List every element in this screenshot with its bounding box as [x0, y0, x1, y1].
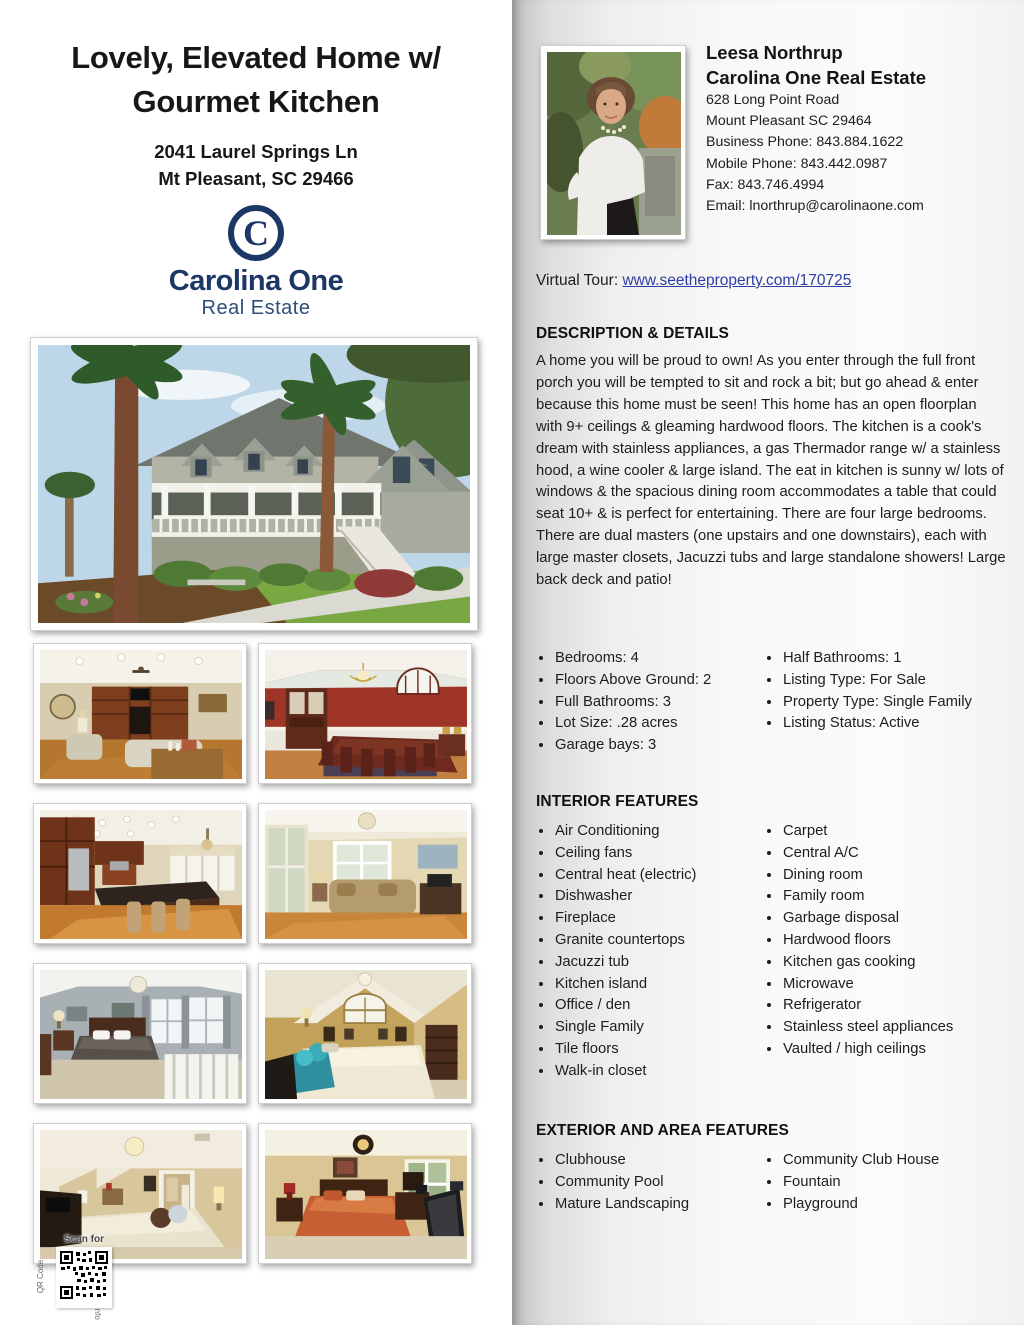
agent-business-phone: Business Phone: 843.884.1622	[706, 134, 904, 151]
exterior-feature: • Mature Landscaping	[554, 1194, 776, 1216]
interior-feature: • Granite countertops	[554, 930, 776, 952]
agent-fax: Fax: 843.746.4994	[706, 176, 825, 193]
dining-room-illustration	[265, 650, 467, 779]
detail-item: • Lot Size: .28 acres	[554, 713, 776, 735]
interior-feature: • Dishwasher	[554, 886, 776, 908]
detail-item: • Property Type: Single Family	[782, 692, 1024, 714]
interior-feature: • Tile floors	[554, 1039, 776, 1061]
interior-feature: • Single Family	[554, 1017, 776, 1039]
detail-item: • Garage bays: 3	[554, 735, 776, 757]
description-text: A home you will be proud to own! As you enter through the full front porch you will be tempted to sit and rock a bit; but go ahead & enter because this home must be seen! This home has an open floorplan with 9+ ceilings & gleaming hardwood floors. The kitchen is a cook's dream with stainless appliances, a gas Thermador range w/ a stainless hood, a wine cooler & large island. The eat in kitchen is sunny w/ lots of windows & the spacious dining room accommodates a table that could seat 10+ & is perfect for entertaining. There are four large bedrooms. There are dual masters (one upstairs and one downstairs), each with large master closets, Jacuzzi tubs and large standalone showers! Large back deck and patio!	[536, 353, 1006, 589]
exterior-feature: • Clubhouse	[554, 1150, 776, 1172]
property-address	[0, 138, 512, 192]
photo-guest-bedroom	[258, 1123, 472, 1264]
master-bedroom-illustration	[40, 970, 242, 1099]
virtual-tour-link[interactable]: www.seetheproperty.com/170725	[622, 272, 852, 289]
detail-item: • Full Bathrooms: 3	[554, 692, 776, 714]
page-title-line2: Gourmet Kitchen	[132, 84, 380, 119]
interior-feature: • Family room	[782, 886, 1024, 908]
interior-feature: • Carpet	[782, 821, 1024, 843]
photo-kitchen	[33, 803, 247, 944]
details-list-right	[766, 648, 1024, 735]
interior-feature: • Hardwood floors	[782, 930, 1024, 952]
exterior-feature: • Community Club House	[782, 1150, 1024, 1172]
details-list-left	[538, 648, 776, 757]
property-address-line1: 2041 Laurel Springs Ln	[154, 141, 358, 162]
interior-feature: • Central A/C	[782, 843, 1024, 865]
interior-feature: • Refrigerator	[782, 995, 1024, 1017]
interior-feature: • Office / den	[554, 995, 776, 1017]
interior-feature: • Garbage disposal	[782, 908, 1024, 930]
virtual-tour-label: Virtual Tour:	[536, 272, 623, 289]
logo-name: Carolina One	[168, 265, 344, 297]
agent-company: Carolina One Real Estate	[706, 67, 927, 88]
logo-subtitle: Real Estate	[201, 297, 311, 319]
agent-email: Email: lnorthrup@carolinaone.com	[706, 198, 924, 215]
family-room-illustration	[40, 650, 242, 779]
svg-text:C: C	[243, 213, 269, 253]
description-heading: DESCRIPTION & DETAILS	[536, 325, 729, 342]
property-address-line2: Mt Pleasant, SC 29466	[158, 168, 354, 189]
photo-house-exterior	[30, 337, 478, 631]
page-title-line1: Lovely, Elevated Home w/	[71, 40, 441, 75]
interior-feature: • Stainless steel appliances	[782, 1017, 1024, 1039]
qr-right-label: Info	[93, 1306, 102, 1320]
detail-item: • Listing Type: For Sale	[782, 670, 1024, 692]
exterior-feature: • Fountain	[782, 1172, 1024, 1194]
bonus-bedroom-illustration	[265, 970, 467, 1099]
qr-left-label: QR Code	[36, 1259, 46, 1294]
interior-feature: • Vaulted / high ceilings	[782, 1039, 1024, 1061]
detail-item: • Floors Above Ground: 2	[554, 670, 776, 692]
interior-feature: • Ceiling fans	[554, 843, 776, 865]
interior-feature: • Fireplace	[554, 908, 776, 930]
carolina-one-logo	[0, 204, 512, 320]
page-title	[0, 36, 512, 124]
qr-code	[56, 1247, 112, 1308]
interior-features-list-right	[766, 821, 1024, 1061]
detail-item: • Bedrooms: 4	[554, 648, 776, 670]
interior-feature: • Kitchen gas cooking	[782, 952, 1024, 974]
photo-bonus-bedroom	[258, 963, 472, 1104]
agent-address-line1: 628 Long Point Road	[706, 92, 840, 108]
agent-info	[706, 40, 1016, 217]
interior-feature: • Air Conditioning	[554, 821, 776, 843]
qr-code-block	[38, 1234, 148, 1320]
photo-living-room	[258, 803, 472, 944]
agent-portrait-illustration	[547, 52, 681, 235]
qr-code-icon	[59, 1250, 109, 1300]
photo-family-room	[33, 643, 247, 784]
carolina-one-c-icon	[227, 204, 285, 262]
exterior-features-heading: EXTERIOR AND AREA FEATURES	[536, 1122, 789, 1139]
photo-dining-room	[258, 643, 472, 784]
agent-name: Leesa Northrup	[706, 42, 843, 63]
interior-feature: • Jacuzzi tub	[554, 952, 776, 974]
agent-mobile-phone: Mobile Phone: 843.442.0987	[706, 155, 888, 172]
interior-feature: • Microwave	[782, 974, 1024, 996]
photo-master-bedroom	[33, 963, 247, 1104]
agent-photo	[540, 45, 686, 240]
exterior-feature: • Community Pool	[554, 1172, 776, 1194]
exterior-features-list-right	[766, 1150, 1024, 1215]
detail-item: • Half Bathrooms: 1	[782, 648, 1024, 670]
detail-item: • Listing Status: Active	[782, 713, 1024, 735]
interior-feature: • Kitchen island	[554, 974, 776, 996]
virtual-tour-row	[536, 272, 1006, 290]
kitchen-illustration	[40, 810, 242, 939]
interior-features-heading: INTERIOR FEATURES	[536, 793, 699, 810]
agent-address-line2: Mount Pleasant SC 29464	[706, 113, 872, 130]
interior-features-list-left	[538, 821, 776, 1083]
interior-feature: • Central heat (electric)	[554, 865, 776, 887]
qr-scan-for-label: Scan for	[64, 1234, 105, 1245]
exterior-feature: • Playground	[782, 1194, 1024, 1216]
guest-bedroom-illustration	[265, 1130, 467, 1259]
interior-feature: • Walk-in closet	[554, 1061, 776, 1083]
interior-feature: • Dining room	[782, 865, 1024, 887]
living-room-illustration	[265, 810, 467, 939]
exterior-features-list-left	[538, 1150, 776, 1215]
house-exterior-illustration	[38, 345, 470, 623]
